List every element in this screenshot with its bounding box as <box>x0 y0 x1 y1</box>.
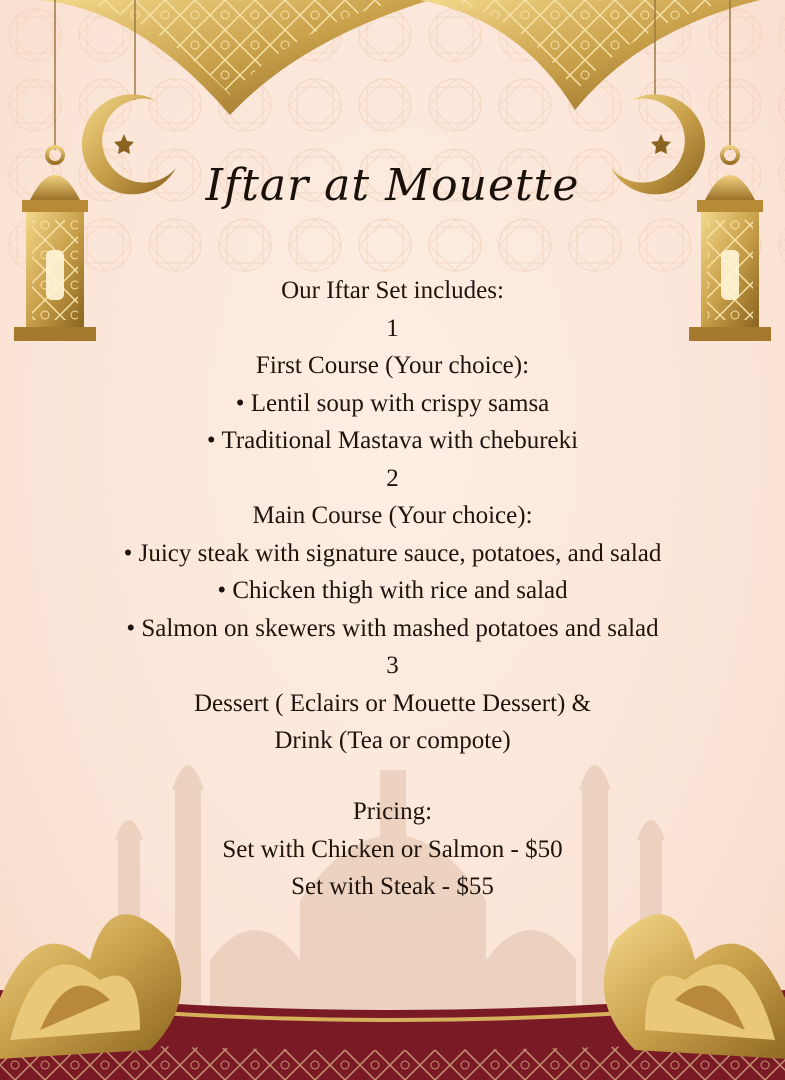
course-line: Dessert ( Eclairs or Mouette Dessert) & <box>193 689 592 717</box>
menu-item: • Lentil soup with crispy samsa <box>235 389 550 417</box>
menu-content <box>0 272 785 760</box>
course-heading: First Course (Your choice): <box>255 352 530 379</box>
course-heading: Main Course (Your choice): <box>252 502 533 529</box>
course-line: Drink (Tea or compote) <box>274 727 511 754</box>
course-number: 1 <box>386 314 399 342</box>
pricing-section <box>0 793 785 906</box>
menu-item: • Juicy steak with signature sauce, potatoes, and salad <box>123 539 662 567</box>
pricing-heading: Pricing: <box>352 798 433 825</box>
menu-intro: Our Iftar Set includes: <box>281 277 504 304</box>
lotus-flower-right-icon <box>604 914 785 1060</box>
menu-item: • Chicken thigh with rice and salad <box>217 577 568 604</box>
price-line: Set with Chicken or Salmon - $50 <box>222 835 563 863</box>
page-title: Iftar at Mouette <box>205 160 580 211</box>
lotus-flower-left-icon <box>0 914 181 1060</box>
course-number: 2 <box>386 464 399 492</box>
menu-item: • Traditional Mastava with chebureki <box>206 427 579 454</box>
price-line: Set with Steak - $55 <box>291 873 494 900</box>
menu-item: • Salmon on skewers with mashed potatoes and salad <box>126 614 659 642</box>
course-number: 3 <box>386 652 399 679</box>
